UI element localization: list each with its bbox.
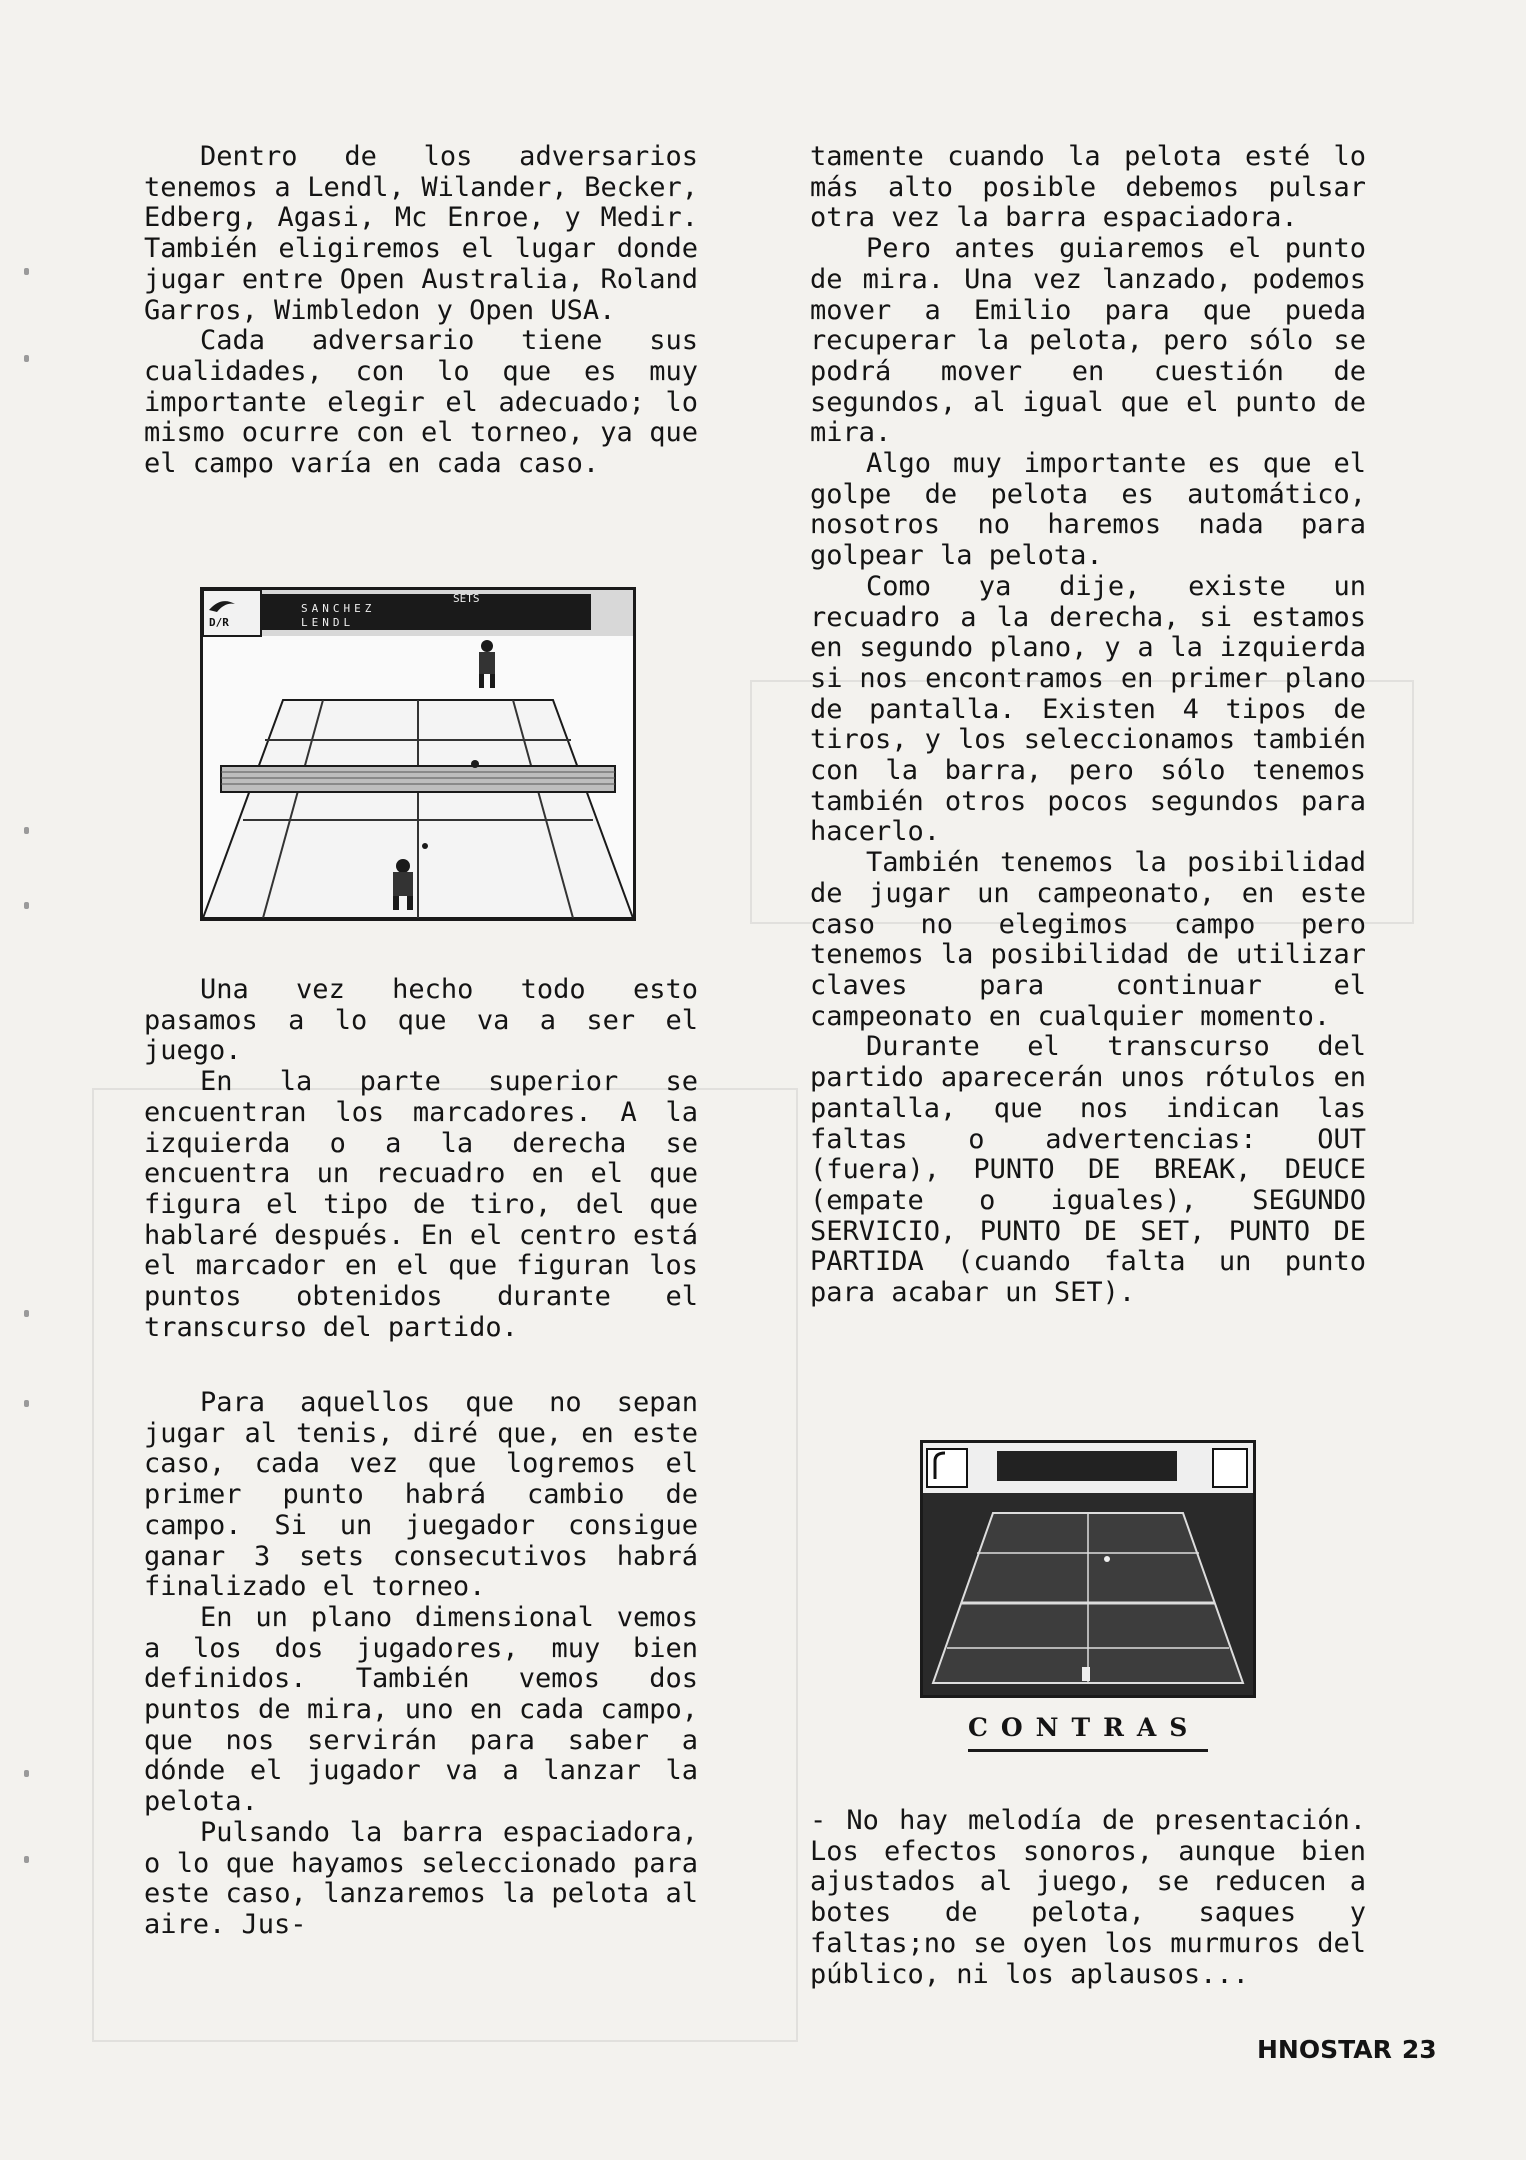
player-1-name: SANCHEZ	[301, 602, 376, 615]
paragraph: También tenemos la posibilidad de jugar un campeonato, en este caso no elegimos campo pero tenemos la posibilidad de utilizar claves para continuar el campeonato en cualquier momento.	[810, 847, 1366, 1032]
punch-hole	[24, 268, 29, 275]
punch-hole	[24, 1856, 29, 1863]
page-number: 23	[1401, 2035, 1437, 2064]
paragraph: Cada adversario tiene sus cualidades, con lo que es muy importante elegir el adecuado; lo mismo ocurre con el torneo, ya que el campo varía en cada caso.	[144, 325, 698, 480]
punch-hole	[24, 902, 29, 909]
sets-label: SETS	[453, 592, 480, 605]
left-column-bottom	[144, 1388, 698, 1941]
heading-underline	[968, 1749, 1208, 1752]
punch-hole	[24, 1310, 29, 1317]
paragraph: Dentro de los adversarios tenemos a Lendl, Wilander, Becker, Edberg, Agasi, Mc Enroe, y Medir. También eligiremos el lugar donde jugar entre Open Australia, Roland Garros, Wimbledon y Open USA.	[144, 141, 698, 326]
game-screenshot-court	[200, 587, 636, 921]
player-2-name: LENDL	[301, 616, 355, 629]
paragraph: Una vez hecho todo esto pasamos a lo que va a ser el juego.	[144, 974, 698, 1067]
punch-hole	[24, 1770, 29, 1777]
punch-hole	[24, 1400, 29, 1407]
paragraph: Pero antes guiaremos el punto de mira. Una vez lanzado, podemos mover a Emilio para que pueda recuperar la pelota, pero sólo se podrá mover en cuestión de segundos, al igual que el punto de mira.	[810, 233, 1366, 449]
contras-heading: CONTRAS	[968, 1713, 1201, 1742]
game-screenshot-court-dark	[920, 1440, 1256, 1698]
punch-hole	[24, 355, 29, 362]
paragraph: Algo muy importante es que el golpe de pelota es automático, nosotros no haremos nada para golpear la pelota.	[810, 448, 1366, 572]
ball-shadow-icon	[422, 843, 428, 849]
punch-hole	[24, 827, 29, 834]
ball-icon	[471, 760, 479, 768]
magazine-name: HNOSTAR	[1257, 2035, 1392, 2064]
dark-court-image	[923, 1443, 1253, 1695]
ball-icon	[1104, 1556, 1110, 1562]
left-column-middle	[144, 975, 698, 1343]
paragraph: Durante el transcurso del partido aparecerán unos rótulos en pantalla, que nos indican las faltas o advertencias: OUT (fuera), PUNTO DE BREAK, DEUCE (empate o iguales), SEGUNDO SERVICIO, PUNTO DE SET, PUNTO DE PARTIDA (cuando falta un punto para acabar un SET).	[810, 1031, 1366, 1309]
paragraph: Como ya dije, existe un recuadro a la derecha, si estamos en segundo plano, y a la izquierda si nos encontramos en primer plano de pantalla. Existen 4 tipos de tiros, y los seleccionamos también con la barra, pero sólo tenemos también otros pocos segundos para hacerlo.	[810, 570, 1366, 848]
tennis-court-image	[203, 590, 633, 918]
player-icon	[1082, 1667, 1090, 1681]
left-column-top	[144, 142, 698, 480]
paragraph: - No hay melodía de presentación. Los efectos sonoros, aunque bien ajustados al juego, se reducen a botes de pelota, saques y faltas;no se oyen los murmuros del público, ni los aplausos...	[810, 1805, 1366, 1990]
paragraph: Pulsando la barra espaciadora, o lo que hayamos seleccionado para este caso, lanzaremos la pelota al aire. Jus-	[144, 1816, 698, 1940]
paragraph: En la parte superior se encuentran los marcadores. A la izquierda o a la derecha se encuentra un recuadro en el que figura el tipo de tiro, del que hablaré después. En el centro está el marcador en el que figuran los puntos obtenidos durante el transcurso del partido.	[144, 1066, 698, 1343]
right-column-top	[810, 142, 1366, 1309]
logo-text: D/R	[209, 616, 229, 629]
contras-text	[810, 1806, 1366, 1990]
page-footer	[1257, 2035, 1437, 2064]
paragraph: Para aquellos que no sepan jugar al tenis, diré que, en este caso, cada vez que logremos el primer punto habrá cambio de campo. Si un juegador consigue ganar 3 sets consecutivos habrá finalizado el torneo.	[144, 1387, 698, 1603]
paragraph: En un plano dimensional vemos a los dos jugadores, muy bien definidos. También vemos dos puntos de mira, uno en cada campo, que nos servirán para saber a dónde el jugador va a lanzar la pelota.	[144, 1601, 698, 1818]
paragraph: tamente cuando la pelota esté lo más alto posible debemos pulsar otra vez la barra espaciadora.	[810, 141, 1366, 234]
